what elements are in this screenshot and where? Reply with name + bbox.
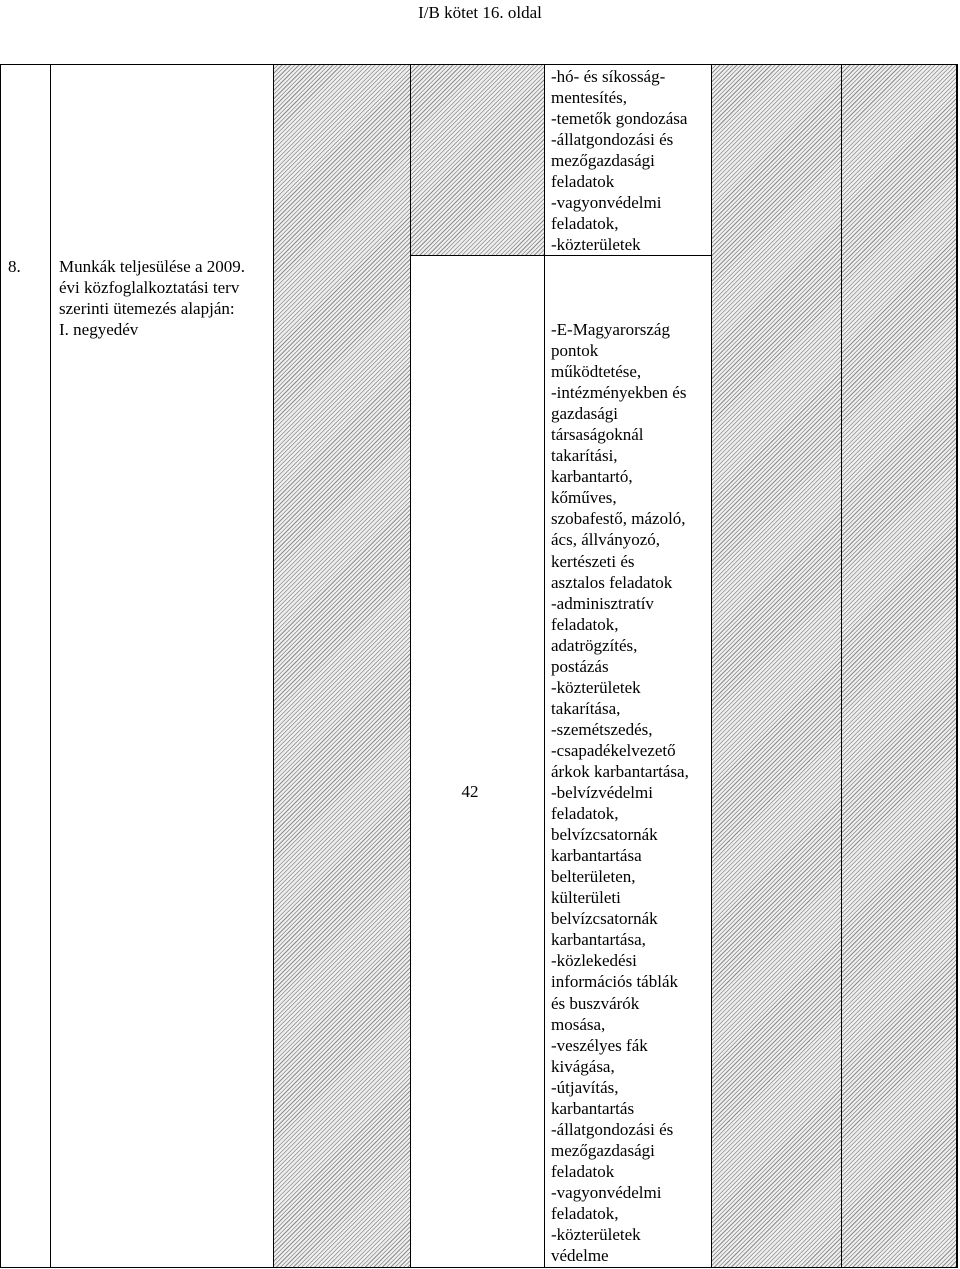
row-label [59, 256, 269, 340]
task-line: feladatok [551, 172, 615, 192]
row-label-line: I. negyedév [59, 320, 139, 339]
task-line: -útjavítás, [551, 1077, 619, 1097]
task-line: feladatok, [551, 614, 619, 634]
task-line: szobafestő, mázoló, [551, 509, 686, 529]
task-line: karbantartása, [551, 930, 646, 950]
task-line: védelme [551, 1246, 609, 1266]
task-line: mezőgazdasági [551, 151, 655, 171]
task-line: takarítási, [551, 446, 618, 466]
task-line: belvízcsatornák [551, 825, 658, 845]
task-line: -közlekedési [551, 951, 637, 971]
task-line: postázás [551, 656, 609, 676]
headcount-value: 42 [461, 782, 479, 801]
task-line: karbantartása [551, 846, 642, 866]
task-line: ács, állványozó, [551, 530, 661, 550]
task-line: -közterületek [551, 1225, 641, 1245]
task-line: mosása, [551, 1014, 606, 1034]
row-divider-col4 [410, 255, 544, 256]
col-border-4 [544, 64, 545, 1268]
col-border-6 [841, 64, 842, 1268]
hatched-cell-col6 [711, 65, 841, 1268]
task-line: feladatok, [551, 804, 619, 824]
task-line: karbantartó, [551, 467, 633, 487]
task-line: -csapadékelvezető [551, 740, 676, 760]
table-bottom-border [0, 1267, 957, 1268]
task-line: árkok karbantartása, [551, 761, 689, 781]
row-label-line: Munkák teljesülése a 2009. [59, 257, 246, 276]
task-line: feladatok, [551, 1203, 619, 1223]
col-border-7 [956, 64, 958, 1268]
task-line: -közterületek [551, 235, 641, 255]
task-line: -vagyonvédelmi [551, 1182, 662, 1202]
page-header: I/B kötet 16. oldal [418, 3, 542, 22]
hatched-cell-col3 [273, 65, 410, 1268]
task-line: -adminisztratív [551, 593, 654, 613]
task-line: -állatgondozási és [551, 1119, 674, 1139]
task-line: működtetése, [551, 362, 642, 382]
task-line: -temetők gondozása [551, 109, 688, 129]
task-line: belterületen, [551, 867, 636, 887]
task-line: kőműves, [551, 488, 617, 508]
tasks-bottom-list [551, 319, 711, 1266]
task-line: -hó- és síkosság- [551, 67, 666, 86]
task-line: információs táblák [551, 972, 678, 992]
task-line: pontok [551, 341, 599, 361]
task-line: -veszélyes fák [551, 1035, 648, 1055]
task-line: -közterületek [551, 677, 641, 697]
row-number: 8. [8, 257, 21, 276]
task-line: -állatgondozási és [551, 130, 674, 150]
task-line: gazdasági [551, 404, 619, 424]
task-line: feladatok [551, 1161, 615, 1181]
row-label-line: szerinti ütemezés alapján: [59, 299, 235, 318]
task-line: -belvízvédelmi [551, 783, 653, 803]
task-line: kertészeti és [551, 551, 635, 571]
task-line: kivágása, [551, 1056, 615, 1076]
task-line: mentesítés, [551, 88, 628, 108]
row-label-line: évi közfoglalkoztatási terv [59, 278, 240, 297]
task-line: belvízcsatornák [551, 909, 658, 929]
task-line: asztalos feladatok [551, 572, 673, 592]
col-border-0 [0, 64, 1, 1268]
task-line: -E-Magyarország [551, 320, 670, 339]
tasks-top-list [551, 66, 711, 255]
task-line: mezőgazdasági [551, 1140, 655, 1160]
task-line: -vagyonvédelmi [551, 193, 662, 213]
task-line: adatrögzítés, [551, 635, 638, 655]
col-border-2 [273, 64, 274, 1268]
hatched-cell-col7 [841, 65, 956, 1268]
task-line: karbantartás [551, 1098, 635, 1118]
hatched-cell-col4-top [410, 65, 544, 255]
task-line: külterületi [551, 888, 621, 908]
task-line: takarítása, [551, 698, 621, 718]
task-line: társaságoknál [551, 425, 644, 445]
table-top-border [0, 64, 957, 65]
task-line: feladatok, [551, 214, 619, 234]
col-border-1 [50, 64, 51, 1268]
col-border-5 [711, 64, 712, 1268]
task-line: -intézményekben és [551, 383, 687, 403]
col-border-3 [410, 64, 411, 1268]
task-line: -szemétszedés, [551, 719, 653, 739]
task-line: és buszvárók [551, 993, 640, 1013]
